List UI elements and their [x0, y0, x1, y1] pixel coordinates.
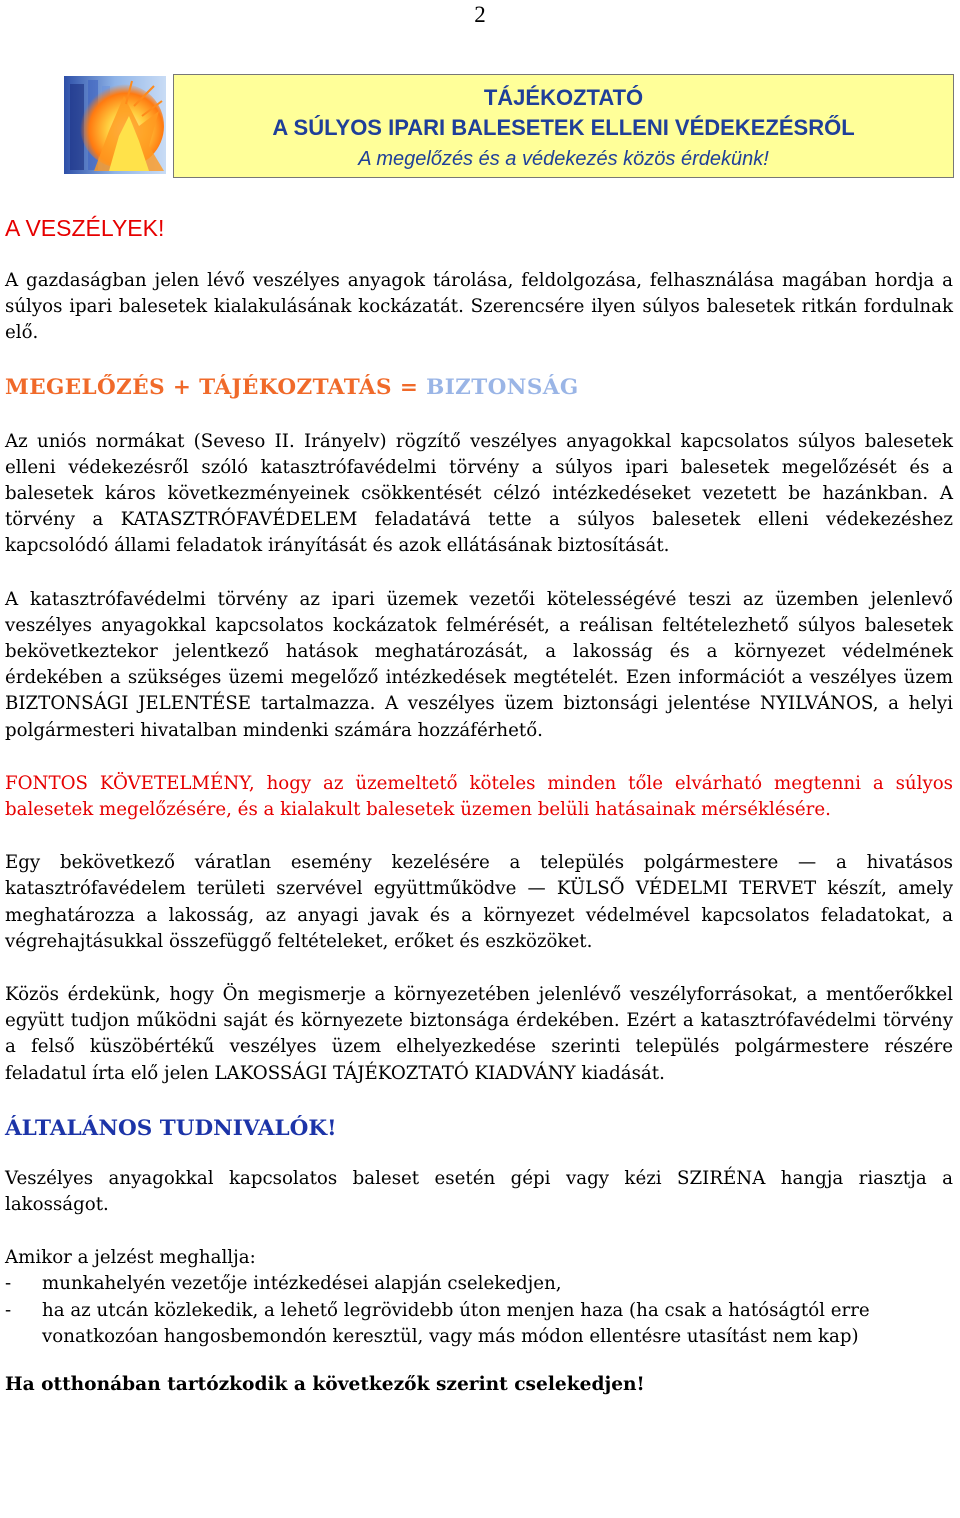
siren-paragraph: Veszélyes anyagokkal kapcsolatos baleset esetén gépi vagy kézi SZIRÉNA hangja riasztja a lakosságot.	[5, 1167, 953, 1216]
formula-safety: BIZTONSÁG	[426, 374, 579, 400]
document-body	[5, 213, 953, 1398]
title-line-2: A SÚLYOS IPARI BALESETEK ELLENI VÉDEKEZÉSRŐL	[272, 115, 855, 140]
when-heard-label: Amikor a jelzést meghallja:	[5, 1247, 256, 1269]
general-info-heading: ÁLTALÁNOS TUDNIVALÓK!	[5, 1115, 337, 1141]
title-box	[173, 74, 954, 178]
title-line-1: TÁJÉKOZTATÓ	[483, 85, 644, 110]
intro-paragraph: A gazdaságban jelen lévő veszélyes anyagok tárolása, feldolgozása, felhasználása magában hordja a súlyos ipari balesetek kialakulásának kockázatát. Szerencsére ilyen súlyos balesetek ritkán fordulnak elő.	[5, 270, 953, 344]
formula-prevention: MEGELŐZÉS + TÁJÉKOZTATÁS	[5, 374, 392, 400]
list-item-text: ha az utcán közlekedik, a lehető legrövidebb úton menjen haza (ha csak a hatóságtól erre vonatkozóan hangosbemondón keresztül, vagy más módon ellentésre utasítást nem kap)	[42, 1299, 870, 1347]
safety-formula	[5, 373, 953, 403]
flame-explosion-icon	[64, 76, 166, 174]
external-plan-paragraph: Egy bekövetkező váratlan esemény kezelésére a település polgármestere — a hivatásos katasztrófavédelem területi szervével együttműködve — KÜLSŐ VÉDELMI TERVET készít, amely meghatározza a lakosság, az anyagi javak és a környezet védelmével kapcsolatos feladatokat, a végrehajtásukkal összefüggő feltételeket, erőket és eszközöket.	[5, 852, 953, 952]
list-marker: -	[5, 1273, 12, 1295]
page-number: 2	[474, 2, 486, 27]
law-paragraph: A katasztrófavédelmi törvény az ipari üzemek vezetői kötelességévé teszi az üzemben jelenlevő veszélyes anyagokkal kapcsolatos kockázatok felmérését, a reálisan feltételezhető súlyos balesetek bekövetkeztekor jelentkező hatások meghatározását, a lakosság és a környezet védelmének érdekében a szükséges üzemi megelőző intézkedések megtételét. Ezen információt a veszélyes üzem BIZTONSÁGI JELENTÉSE tartalmazza. A veszélyes üzem biztonsági jelentése NYILVÁNOS, a helyi polgármesteri hivatalban mindenki számára hozzáférhető.	[5, 588, 953, 741]
list-item-text: munkahelyén vezetője intézkedései alapján cselekedjen,	[42, 1273, 562, 1295]
common-interest-paragraph: Közös érdekünk, hogy Ön megismerje a környezetében jelenlévő veszélyforrásokat, a mentőerőkkel együtt tudjon működni saját és környezete biztonsága érdekében. Ezért a katasztrófavédelmi törvény a felső küszöbértékű veszélyes üzem elhelyezkedése szerinti település polgármestere részére feladatul írta elő jelen LAKOSSÁGI TÁJÉKOZTATÓ KIADVÁNY kiadását.	[5, 984, 953, 1084]
dangers-heading: A VESZÉLYEK!	[5, 215, 165, 241]
list-marker: -	[5, 1299, 12, 1321]
formula-equals: =	[391, 374, 427, 400]
instruction-list	[5, 1271, 953, 1350]
list-item	[5, 1298, 953, 1350]
important-requirement-paragraph: FONTOS KÖVETELMÉNY, hogy az üzemeltető köteles minden tőle elvárható megtenni a súlyos balesetek megelőzésére, és a kialakult balesetek üzemen belüli hatásainak mérséklésére.	[5, 772, 953, 821]
title-subtitle: A megelőzés és a védekezés közös érdekünk!	[358, 148, 769, 170]
list-item	[5, 1271, 953, 1297]
at-home-heading: Ha otthonában tartózkodik a következők szerint cselekedjen!	[5, 1374, 645, 1396]
seveso-paragraph: Az uniós normákat (Seveso II. Irányelv) rögzítő veszélyes anyagokkal kapcsolatos súlyos balesetek elleni védekezésről szóló katasztrófavédelmi törvény a súlyos ipari balesetek megelőzését és a balesetek káros következményeinek csökkentését célzó intézkedéseket vezetett be hazánkban. A törvény a KATASZTRÓFAVÉDELEM feladatává tette a súlyos balesetek elleni védekezéshez kapcsolódó állami feladatok irányítását és azok ellátásának biztosítását.	[5, 430, 953, 557]
